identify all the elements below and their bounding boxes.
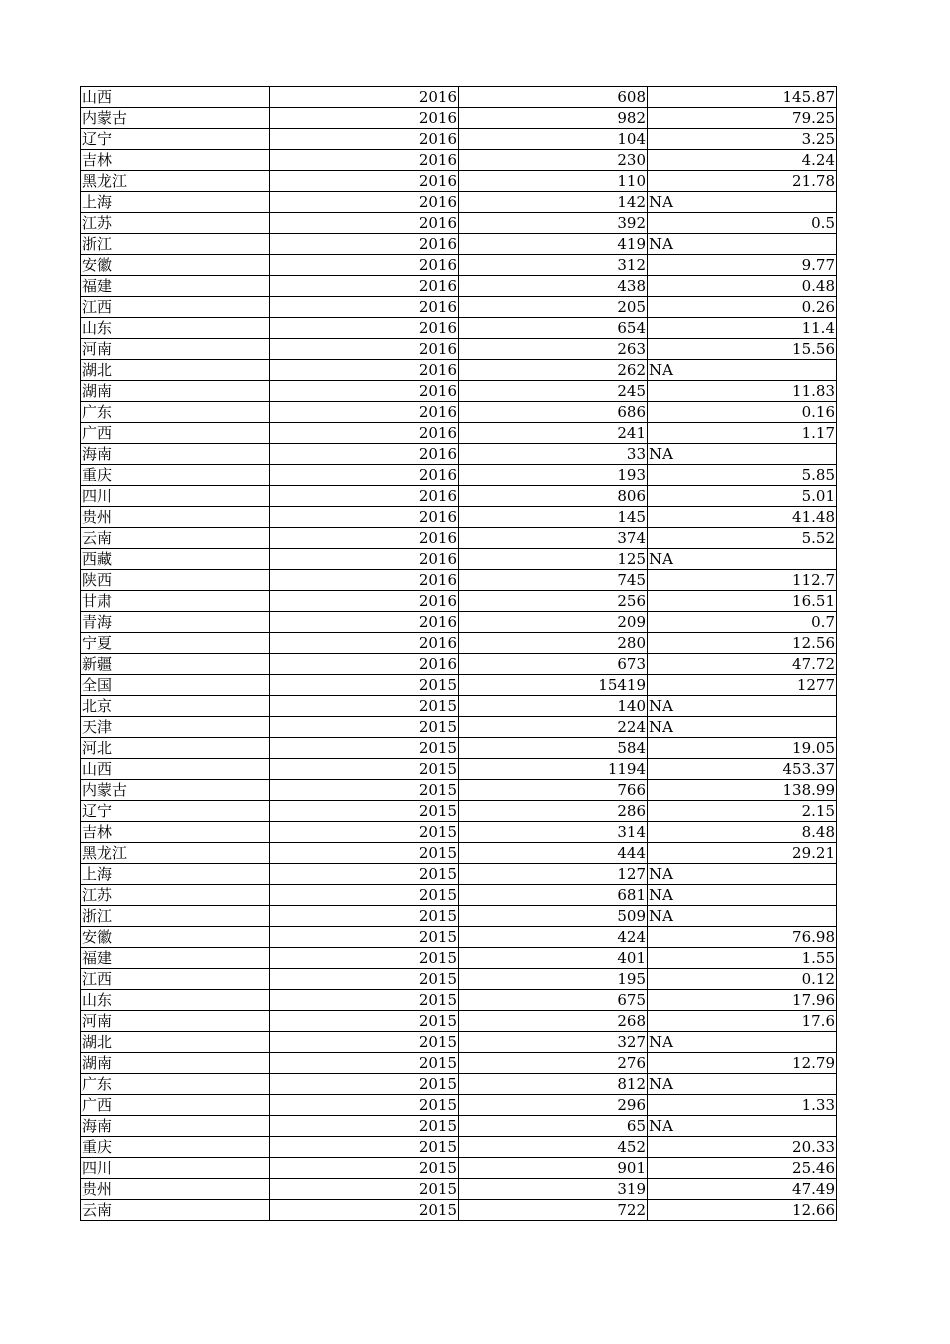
- value-cell[interactable]: 15.56: [648, 339, 837, 360]
- region-cell[interactable]: 福建: [81, 276, 270, 297]
- year-cell[interactable]: 2016: [270, 171, 459, 192]
- region-cell[interactable]: 安徽: [81, 927, 270, 948]
- count-cell[interactable]: 296: [459, 1095, 648, 1116]
- year-cell[interactable]: 2015: [270, 1011, 459, 1032]
- count-cell[interactable]: 145: [459, 507, 648, 528]
- count-cell[interactable]: 766: [459, 780, 648, 801]
- value-cell[interactable]: NA: [648, 885, 837, 906]
- year-cell[interactable]: 2015: [270, 843, 459, 864]
- region-cell[interactable]: 广东: [81, 402, 270, 423]
- count-cell[interactable]: 901: [459, 1158, 648, 1179]
- count-cell[interactable]: 812: [459, 1074, 648, 1095]
- year-cell[interactable]: 2015: [270, 1137, 459, 1158]
- value-cell[interactable]: NA: [648, 444, 837, 465]
- value-cell[interactable]: 25.46: [648, 1158, 837, 1179]
- value-cell[interactable]: 0.16: [648, 402, 837, 423]
- count-cell[interactable]: 444: [459, 843, 648, 864]
- count-cell[interactable]: 312: [459, 255, 648, 276]
- value-cell[interactable]: 47.72: [648, 654, 837, 675]
- table-row: [81, 108, 837, 129]
- table-row: [81, 1032, 837, 1053]
- table-row: [81, 234, 837, 255]
- region-cell[interactable]: 江西: [81, 297, 270, 318]
- year-cell[interactable]: 2016: [270, 234, 459, 255]
- table-row: [81, 486, 837, 507]
- region-cell[interactable]: 山西: [81, 759, 270, 780]
- region-cell[interactable]: 河北: [81, 738, 270, 759]
- spreadsheet-table: [80, 86, 837, 1221]
- value-cell[interactable]: 76.98: [648, 927, 837, 948]
- year-cell[interactable]: 2016: [270, 465, 459, 486]
- count-cell[interactable]: 15419: [459, 675, 648, 696]
- year-cell[interactable]: 2016: [270, 444, 459, 465]
- value-cell[interactable]: NA: [648, 1074, 837, 1095]
- year-cell[interactable]: 2015: [270, 738, 459, 759]
- value-cell[interactable]: 11.4: [648, 318, 837, 339]
- value-cell[interactable]: 12.79: [648, 1053, 837, 1074]
- region-cell[interactable]: 湖北: [81, 360, 270, 381]
- region-cell[interactable]: 上海: [81, 864, 270, 885]
- count-cell[interactable]: 374: [459, 528, 648, 549]
- count-cell[interactable]: 681: [459, 885, 648, 906]
- count-cell[interactable]: 673: [459, 654, 648, 675]
- year-cell[interactable]: 2016: [270, 402, 459, 423]
- region-cell[interactable]: 内蒙古: [81, 780, 270, 801]
- table-row: [81, 1053, 837, 1074]
- year-cell[interactable]: 2015: [270, 1116, 459, 1137]
- value-cell[interactable]: NA: [648, 1032, 837, 1053]
- region-cell[interactable]: 内蒙古: [81, 108, 270, 129]
- value-cell[interactable]: 145.87: [648, 87, 837, 108]
- count-cell[interactable]: 654: [459, 318, 648, 339]
- year-cell[interactable]: 2016: [270, 423, 459, 444]
- table-row: [81, 927, 837, 948]
- count-cell[interactable]: 195: [459, 969, 648, 990]
- value-cell[interactable]: 5.52: [648, 528, 837, 549]
- region-cell[interactable]: 重庆: [81, 465, 270, 486]
- year-cell[interactable]: 2016: [270, 192, 459, 213]
- count-cell[interactable]: 319: [459, 1179, 648, 1200]
- year-cell[interactable]: 2015: [270, 696, 459, 717]
- region-cell[interactable]: 湖南: [81, 381, 270, 402]
- count-cell[interactable]: 110: [459, 171, 648, 192]
- count-cell[interactable]: 140: [459, 696, 648, 717]
- value-cell[interactable]: 3.25: [648, 129, 837, 150]
- value-cell[interactable]: 41.48: [648, 507, 837, 528]
- year-cell[interactable]: 2016: [270, 570, 459, 591]
- region-cell[interactable]: 贵州: [81, 507, 270, 528]
- table-row: [81, 150, 837, 171]
- region-cell[interactable]: 广西: [81, 1095, 270, 1116]
- table-row: [81, 381, 837, 402]
- value-cell[interactable]: 0.5: [648, 213, 837, 234]
- count-cell[interactable]: 452: [459, 1137, 648, 1158]
- region-cell[interactable]: 江苏: [81, 213, 270, 234]
- region-cell[interactable]: 黑龙江: [81, 171, 270, 192]
- year-cell[interactable]: 2016: [270, 612, 459, 633]
- year-cell[interactable]: 2016: [270, 633, 459, 654]
- table-row: [81, 864, 837, 885]
- value-cell[interactable]: 138.99: [648, 780, 837, 801]
- year-cell[interactable]: 2015: [270, 885, 459, 906]
- year-cell[interactable]: 2016: [270, 549, 459, 570]
- table-row: [81, 990, 837, 1011]
- table-row: [81, 696, 837, 717]
- value-cell[interactable]: NA: [648, 1116, 837, 1137]
- table-row: [81, 612, 837, 633]
- region-cell[interactable]: 黑龙江: [81, 843, 270, 864]
- count-cell[interactable]: 1194: [459, 759, 648, 780]
- region-cell[interactable]: 重庆: [81, 1137, 270, 1158]
- count-cell[interactable]: 392: [459, 213, 648, 234]
- count-cell[interactable]: 241: [459, 423, 648, 444]
- region-cell[interactable]: 海南: [81, 1116, 270, 1137]
- region-cell[interactable]: 山东: [81, 318, 270, 339]
- value-cell[interactable]: NA: [648, 906, 837, 927]
- region-cell[interactable]: 福建: [81, 948, 270, 969]
- year-cell[interactable]: 2016: [270, 213, 459, 234]
- count-cell[interactable]: 205: [459, 297, 648, 318]
- region-cell[interactable]: 浙江: [81, 234, 270, 255]
- table-row: [81, 759, 837, 780]
- region-cell[interactable]: 广西: [81, 423, 270, 444]
- count-cell[interactable]: 65: [459, 1116, 648, 1137]
- year-cell[interactable]: 2016: [270, 108, 459, 129]
- count-cell[interactable]: 276: [459, 1053, 648, 1074]
- table-row: [81, 906, 837, 927]
- count-cell[interactable]: 584: [459, 738, 648, 759]
- year-cell[interactable]: 2015: [270, 822, 459, 843]
- region-cell[interactable]: 云南: [81, 1200, 270, 1221]
- year-cell[interactable]: 2015: [270, 1053, 459, 1074]
- year-cell[interactable]: 2016: [270, 360, 459, 381]
- year-cell[interactable]: 2016: [270, 654, 459, 675]
- count-cell[interactable]: 806: [459, 486, 648, 507]
- table-row: [81, 402, 837, 423]
- year-cell[interactable]: 2016: [270, 129, 459, 150]
- table-row: [81, 318, 837, 339]
- table-row: [81, 1074, 837, 1095]
- count-cell[interactable]: 224: [459, 717, 648, 738]
- region-cell[interactable]: 辽宁: [81, 129, 270, 150]
- value-cell[interactable]: 1.55: [648, 948, 837, 969]
- table-row: [81, 444, 837, 465]
- count-cell[interactable]: 127: [459, 864, 648, 885]
- value-cell[interactable]: 112.7: [648, 570, 837, 591]
- value-cell[interactable]: 47.49: [648, 1179, 837, 1200]
- count-cell[interactable]: 608: [459, 87, 648, 108]
- table-row: [81, 654, 837, 675]
- region-cell[interactable]: 天津: [81, 717, 270, 738]
- table-row: [81, 570, 837, 591]
- region-cell[interactable]: 山东: [81, 990, 270, 1011]
- value-cell[interactable]: NA: [648, 864, 837, 885]
- year-cell[interactable]: 2016: [270, 507, 459, 528]
- year-cell[interactable]: 2015: [270, 675, 459, 696]
- year-cell[interactable]: 2016: [270, 486, 459, 507]
- table-row: [81, 717, 837, 738]
- region-cell[interactable]: 湖南: [81, 1053, 270, 1074]
- table-row: [81, 507, 837, 528]
- table-row: [81, 843, 837, 864]
- value-cell[interactable]: 16.51: [648, 591, 837, 612]
- value-cell[interactable]: NA: [648, 234, 837, 255]
- table-row: [81, 528, 837, 549]
- table-row: [81, 213, 837, 234]
- table-row: [81, 675, 837, 696]
- region-cell[interactable]: 安徽: [81, 255, 270, 276]
- region-cell[interactable]: 宁夏: [81, 633, 270, 654]
- value-cell[interactable]: 0.26: [648, 297, 837, 318]
- count-cell[interactable]: 125: [459, 549, 648, 570]
- count-cell[interactable]: 263: [459, 339, 648, 360]
- table-row: [81, 255, 837, 276]
- year-cell[interactable]: 2015: [270, 927, 459, 948]
- count-cell[interactable]: 193: [459, 465, 648, 486]
- value-cell[interactable]: 17.96: [648, 990, 837, 1011]
- count-cell[interactable]: 142: [459, 192, 648, 213]
- year-cell[interactable]: 2015: [270, 864, 459, 885]
- year-cell[interactable]: 2015: [270, 717, 459, 738]
- year-cell[interactable]: 2016: [270, 339, 459, 360]
- count-cell[interactable]: 401: [459, 948, 648, 969]
- year-cell[interactable]: 2016: [270, 528, 459, 549]
- year-cell[interactable]: 2015: [270, 759, 459, 780]
- table-row: [81, 1095, 837, 1116]
- value-cell[interactable]: NA: [648, 717, 837, 738]
- value-cell[interactable]: 21.78: [648, 171, 837, 192]
- count-cell[interactable]: 209: [459, 612, 648, 633]
- year-cell[interactable]: 2015: [270, 1179, 459, 1200]
- count-cell[interactable]: 675: [459, 990, 648, 1011]
- count-cell[interactable]: 424: [459, 927, 648, 948]
- value-cell[interactable]: 12.66: [648, 1200, 837, 1221]
- year-cell[interactable]: 2016: [270, 318, 459, 339]
- year-cell[interactable]: 2016: [270, 276, 459, 297]
- region-cell[interactable]: 江西: [81, 969, 270, 990]
- value-cell[interactable]: NA: [648, 192, 837, 213]
- year-cell[interactable]: 2015: [270, 1074, 459, 1095]
- region-cell[interactable]: 广东: [81, 1074, 270, 1095]
- region-cell[interactable]: 海南: [81, 444, 270, 465]
- count-cell[interactable]: 104: [459, 129, 648, 150]
- table-row: [81, 1200, 837, 1221]
- value-cell[interactable]: 9.77: [648, 255, 837, 276]
- value-cell[interactable]: 11.83: [648, 381, 837, 402]
- count-cell[interactable]: 230: [459, 150, 648, 171]
- value-cell[interactable]: 0.7: [648, 612, 837, 633]
- region-cell[interactable]: 云南: [81, 528, 270, 549]
- value-cell[interactable]: 8.48: [648, 822, 837, 843]
- year-cell[interactable]: 2015: [270, 780, 459, 801]
- table-row: [81, 549, 837, 570]
- table-row: [81, 360, 837, 381]
- value-cell[interactable]: 1.17: [648, 423, 837, 444]
- count-cell[interactable]: 286: [459, 801, 648, 822]
- count-cell[interactable]: 722: [459, 1200, 648, 1221]
- region-cell[interactable]: 青海: [81, 612, 270, 633]
- value-cell[interactable]: 4.24: [648, 150, 837, 171]
- count-cell[interactable]: 419: [459, 234, 648, 255]
- table-row: [81, 465, 837, 486]
- count-cell[interactable]: 280: [459, 633, 648, 654]
- table-row: [81, 801, 837, 822]
- year-cell[interactable]: 2015: [270, 801, 459, 822]
- table-row: [81, 948, 837, 969]
- value-cell[interactable]: NA: [648, 549, 837, 570]
- value-cell[interactable]: 12.56: [648, 633, 837, 654]
- table-row: [81, 297, 837, 318]
- table-row: [81, 591, 837, 612]
- count-cell[interactable]: 686: [459, 402, 648, 423]
- region-cell[interactable]: 全国: [81, 675, 270, 696]
- table-row: [81, 885, 837, 906]
- count-cell[interactable]: 268: [459, 1011, 648, 1032]
- count-cell[interactable]: 256: [459, 591, 648, 612]
- year-cell[interactable]: 2015: [270, 1032, 459, 1053]
- count-cell[interactable]: 982: [459, 108, 648, 129]
- value-cell[interactable]: 29.21: [648, 843, 837, 864]
- region-cell[interactable]: 陕西: [81, 570, 270, 591]
- table-row: [81, 171, 837, 192]
- value-cell[interactable]: 0.48: [648, 276, 837, 297]
- year-cell[interactable]: 2015: [270, 1095, 459, 1116]
- value-cell[interactable]: 0.12: [648, 969, 837, 990]
- table-row: [81, 1116, 837, 1137]
- region-cell[interactable]: 河南: [81, 339, 270, 360]
- region-cell[interactable]: 河南: [81, 1011, 270, 1032]
- year-cell[interactable]: 2015: [270, 1158, 459, 1179]
- spreadsheet-body: [81, 87, 837, 1221]
- value-cell[interactable]: 453.37: [648, 759, 837, 780]
- region-cell[interactable]: 新疆: [81, 654, 270, 675]
- year-cell[interactable]: 2015: [270, 969, 459, 990]
- count-cell[interactable]: 262: [459, 360, 648, 381]
- table-row: [81, 192, 837, 213]
- table-row: [81, 276, 837, 297]
- region-cell[interactable]: 辽宁: [81, 801, 270, 822]
- count-cell[interactable]: 245: [459, 381, 648, 402]
- year-cell[interactable]: 2015: [270, 990, 459, 1011]
- table-row: [81, 339, 837, 360]
- year-cell[interactable]: 2016: [270, 591, 459, 612]
- table-row: [81, 87, 837, 108]
- value-cell[interactable]: 5.01: [648, 486, 837, 507]
- table-row: [81, 633, 837, 654]
- year-cell[interactable]: 2016: [270, 150, 459, 171]
- year-cell[interactable]: 2015: [270, 948, 459, 969]
- table-row: [81, 423, 837, 444]
- region-cell[interactable]: 吉林: [81, 822, 270, 843]
- count-cell[interactable]: 438: [459, 276, 648, 297]
- table-row: [81, 1137, 837, 1158]
- region-cell[interactable]: 山西: [81, 87, 270, 108]
- value-cell[interactable]: 17.6: [648, 1011, 837, 1032]
- region-cell[interactable]: 浙江: [81, 906, 270, 927]
- table-row: [81, 1179, 837, 1200]
- year-cell[interactable]: 2015: [270, 1200, 459, 1221]
- region-cell[interactable]: 四川: [81, 486, 270, 507]
- table-row: [81, 738, 837, 759]
- count-cell[interactable]: 745: [459, 570, 648, 591]
- region-cell[interactable]: 湖北: [81, 1032, 270, 1053]
- value-cell[interactable]: NA: [648, 696, 837, 717]
- table-row: [81, 129, 837, 150]
- region-cell[interactable]: 四川: [81, 1158, 270, 1179]
- table-row: [81, 969, 837, 990]
- year-cell[interactable]: 2016: [270, 255, 459, 276]
- count-cell[interactable]: 314: [459, 822, 648, 843]
- year-cell[interactable]: 2016: [270, 87, 459, 108]
- table-row: [81, 1158, 837, 1179]
- table-row: [81, 1011, 837, 1032]
- value-cell[interactable]: NA: [648, 360, 837, 381]
- region-cell[interactable]: 江苏: [81, 885, 270, 906]
- region-cell[interactable]: 北京: [81, 696, 270, 717]
- count-cell[interactable]: 33: [459, 444, 648, 465]
- region-cell[interactable]: 甘肃: [81, 591, 270, 612]
- value-cell[interactable]: 20.33: [648, 1137, 837, 1158]
- value-cell[interactable]: 19.05: [648, 738, 837, 759]
- region-cell[interactable]: 吉林: [81, 150, 270, 171]
- region-cell[interactable]: 西藏: [81, 549, 270, 570]
- year-cell[interactable]: 2015: [270, 906, 459, 927]
- value-cell[interactable]: 2.15: [648, 801, 837, 822]
- region-cell[interactable]: 上海: [81, 192, 270, 213]
- value-cell[interactable]: 1277: [648, 675, 837, 696]
- count-cell[interactable]: 327: [459, 1032, 648, 1053]
- region-cell[interactable]: 贵州: [81, 1179, 270, 1200]
- year-cell[interactable]: 2016: [270, 381, 459, 402]
- count-cell[interactable]: 509: [459, 906, 648, 927]
- table-row: [81, 780, 837, 801]
- year-cell[interactable]: 2016: [270, 297, 459, 318]
- value-cell[interactable]: 79.25: [648, 108, 837, 129]
- value-cell[interactable]: 5.85: [648, 465, 837, 486]
- value-cell[interactable]: 1.33: [648, 1095, 837, 1116]
- table-row: [81, 822, 837, 843]
